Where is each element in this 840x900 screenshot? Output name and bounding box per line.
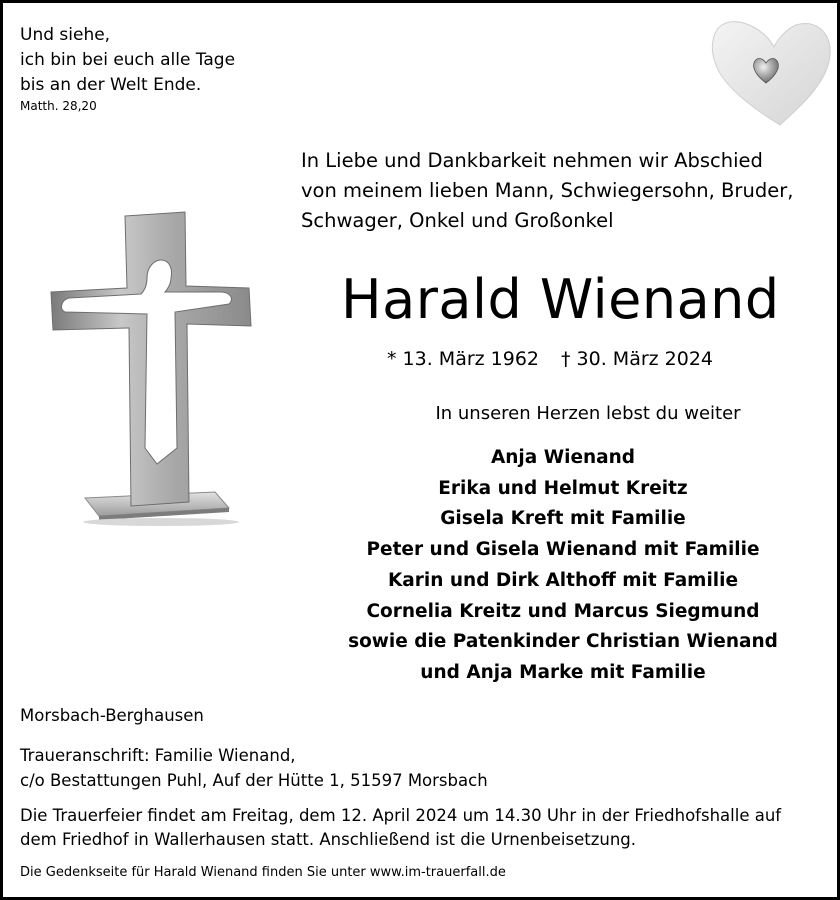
birth-date: * 13. März 1962 (387, 348, 540, 370)
deceased-name: Harald Wienand (341, 268, 780, 331)
service-line: dem Friedhof in Wallerhausen statt. Anschließend ist die Urnenbeisetzung. (20, 830, 637, 849)
mourner-line: sowie die Patenkinder Christian Wienand (348, 631, 778, 653)
stone-heart-icon (706, 17, 832, 129)
farewell-line: Schwager, Onkel und Großonkel (301, 209, 614, 232)
address-line: Traueranschrift: Familie Wienand, (20, 746, 296, 765)
mourner-line: Cornelia Kreitz und Marcus Siegmund (366, 600, 760, 622)
condolence-address (20, 743, 488, 793)
verse-line: Und siehe, (20, 25, 111, 45)
mourner-line: und Anja Marke mit Familie (420, 661, 706, 683)
verse-reference: Matth. 28,20 (20, 99, 97, 113)
death-date: † 30. März 2024 (561, 348, 714, 370)
mourners-list (303, 443, 823, 689)
memorial-motto: In unseren Herzen lebst du weiter (435, 403, 741, 424)
farewell-line: von meinem lieben Mann, Schwiegersohn, Bruder, (301, 179, 794, 202)
farewell-line: In Liebe und Dankbarkeit nehmen wir Abschied (301, 149, 763, 172)
verse-line: bis an der Welt Ende. (20, 75, 202, 95)
service-line: Die Trauerfeier findet am Freitag, dem 12. April 2024 um 14.30 Uhr in der Friedhofshalle auf (20, 806, 782, 825)
life-dates (387, 346, 713, 372)
mourner-line: Karin und Dirk Althoff mit Familie (387, 569, 739, 591)
metal-cross-icon (43, 208, 273, 528)
funeral-service-info (20, 804, 830, 852)
memorial-page-note: Die Gedenkseite für Harald Wienand finden Sie unter www.im-trauerfall.de (20, 865, 506, 880)
mourner-line: Peter und Gisela Wienand mit Familie (366, 539, 760, 561)
mourner-line: Gisela Kreft mit Familie (440, 508, 686, 530)
mourner-line: Anja Wienand (490, 447, 636, 468)
address-line: c/o Bestattungen Puhl, Auf der Hütte 1, 51597 Morsbach (20, 771, 488, 790)
place-of-residence: Morsbach-Berghausen (20, 706, 204, 725)
farewell-text (301, 146, 793, 236)
verse-line: ich bin bei euch alle Tage (20, 50, 236, 70)
bible-verse (20, 23, 235, 98)
mourner-line: Erika und Helmut Kreitz (438, 477, 688, 499)
